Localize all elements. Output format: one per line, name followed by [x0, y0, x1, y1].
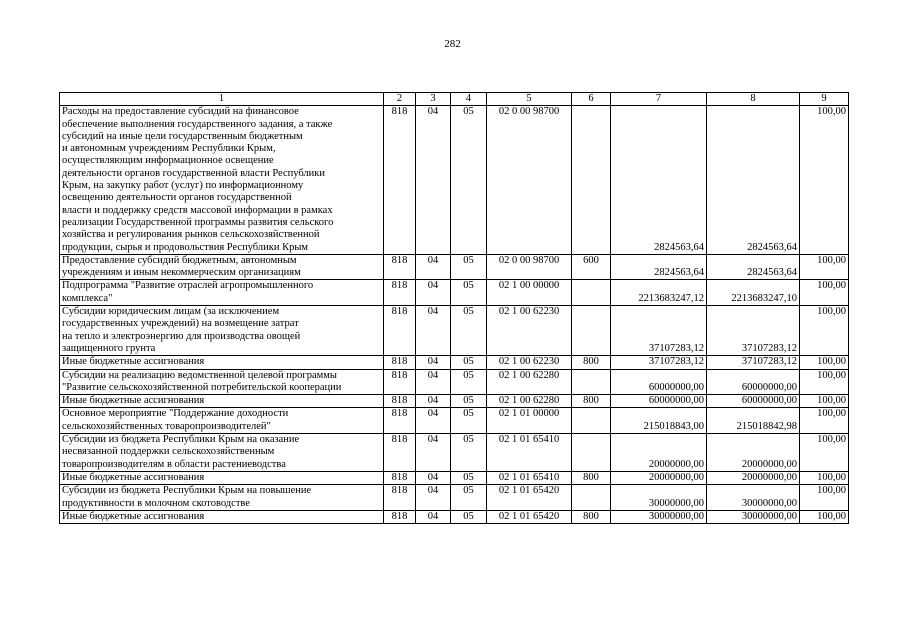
- target-article-cell: 02 1 01 65410: [487, 434, 572, 472]
- ministry-code-cell: 818: [384, 356, 416, 369]
- percent-cell: 100,00: [800, 408, 849, 434]
- ministry-code-cell: 818: [384, 471, 416, 484]
- percent-cell: 100,00: [800, 369, 849, 395]
- planned-amount-cell: 2824563,64: [611, 106, 707, 255]
- header-cell: 3: [416, 93, 451, 106]
- ministry-code-cell: 818: [384, 408, 416, 434]
- description-cell: Субсидии из бюджета Республики Крым на повышение продуктивности в молочном скотоводстве: [60, 485, 384, 511]
- page-number: 282: [444, 38, 461, 50]
- planned-amount-cell: 30000000,00: [611, 485, 707, 511]
- description-cell: Подпрограмма "Развитие отраслей агропромышленного комплекса": [60, 280, 384, 306]
- expense-type-cell: [572, 106, 611, 255]
- table-row: [60, 434, 849, 472]
- section-code-cell: 04: [416, 356, 451, 369]
- budget-table: [59, 92, 849, 524]
- planned-amount-cell: 60000000,00: [611, 395, 707, 408]
- target-article-cell: 02 1 00 00000: [487, 280, 572, 306]
- expense-type-cell: [572, 306, 611, 356]
- table-row: [60, 510, 849, 523]
- ministry-code-cell: 818: [384, 280, 416, 306]
- executed-amount-cell: 30000000,00: [707, 485, 800, 511]
- planned-amount-cell: 30000000,00: [611, 510, 707, 523]
- section-code-cell: 04: [416, 280, 451, 306]
- description-cell: Иные бюджетные ассигнования: [60, 395, 384, 408]
- ministry-code-cell: 818: [384, 485, 416, 511]
- subsection-code-cell: 05: [451, 306, 487, 356]
- header-cell: 4: [451, 93, 487, 106]
- expense-type-cell: 600: [572, 254, 611, 280]
- expense-type-cell: 800: [572, 395, 611, 408]
- expense-type-cell: [572, 408, 611, 434]
- ministry-code-cell: 818: [384, 434, 416, 472]
- header-cell: 2: [384, 93, 416, 106]
- target-article-cell: 02 1 01 65410: [487, 471, 572, 484]
- subsection-code-cell: 05: [451, 408, 487, 434]
- section-code-cell: 04: [416, 408, 451, 434]
- header-cell: 6: [572, 93, 611, 106]
- section-code-cell: 04: [416, 471, 451, 484]
- planned-amount-cell: 2213683247,12: [611, 280, 707, 306]
- section-code-cell: 04: [416, 254, 451, 280]
- ministry-code-cell: 818: [384, 254, 416, 280]
- section-code-cell: 04: [416, 485, 451, 511]
- table-row: [60, 485, 849, 511]
- subsection-code-cell: 05: [451, 254, 487, 280]
- table-row: [60, 369, 849, 395]
- planned-amount-cell: 37107283,12: [611, 356, 707, 369]
- expense-type-cell: 800: [572, 356, 611, 369]
- description-cell: Иные бюджетные ассигнования: [60, 510, 384, 523]
- table-row: [60, 280, 849, 306]
- expense-type-cell: [572, 280, 611, 306]
- target-article-cell: 02 0 00 98700: [487, 106, 572, 255]
- section-code-cell: 04: [416, 106, 451, 255]
- section-code-cell: 04: [416, 306, 451, 356]
- ministry-code-cell: 818: [384, 369, 416, 395]
- target-article-cell: 02 1 01 65420: [487, 510, 572, 523]
- percent-cell: 100,00: [800, 280, 849, 306]
- description-cell: Предоставление субсидий бюджетным, автономным учреждениям и иным некоммерческим организациям: [60, 254, 384, 280]
- planned-amount-cell: 20000000,00: [611, 471, 707, 484]
- executed-amount-cell: 2824563,64: [707, 106, 800, 255]
- planned-amount-cell: 20000000,00: [611, 434, 707, 472]
- percent-cell: 100,00: [800, 356, 849, 369]
- section-code-cell: 04: [416, 395, 451, 408]
- table-row: [60, 106, 849, 255]
- executed-amount-cell: 30000000,00: [707, 510, 800, 523]
- section-code-cell: 04: [416, 369, 451, 395]
- header-row: [60, 93, 849, 106]
- ministry-code-cell: 818: [384, 106, 416, 255]
- executed-amount-cell: 215018842,98: [707, 408, 800, 434]
- planned-amount-cell: 37107283,12: [611, 306, 707, 356]
- subsection-code-cell: 05: [451, 395, 487, 408]
- target-article-cell: 02 1 00 62230: [487, 306, 572, 356]
- subsection-code-cell: 05: [451, 434, 487, 472]
- table-row: [60, 471, 849, 484]
- expense-type-cell: 800: [572, 510, 611, 523]
- percent-cell: 100,00: [800, 471, 849, 484]
- header-cell: 7: [611, 93, 707, 106]
- subsection-code-cell: 05: [451, 369, 487, 395]
- target-article-cell: 02 1 00 62230: [487, 356, 572, 369]
- target-article-cell: 02 1 00 62280: [487, 369, 572, 395]
- percent-cell: 100,00: [800, 485, 849, 511]
- ministry-code-cell: 818: [384, 395, 416, 408]
- header-cell: 9: [800, 93, 849, 106]
- description-cell: Субсидии из бюджета Республики Крым на оказание несвязанной поддержки сельскохозяйственным товаропроизводителям в области растениеводства: [60, 434, 384, 472]
- executed-amount-cell: 20000000,00: [707, 434, 800, 472]
- header-cell: 1: [60, 93, 384, 106]
- percent-cell: 100,00: [800, 106, 849, 255]
- description-cell: Иные бюджетные ассигнования: [60, 356, 384, 369]
- executed-amount-cell: 20000000,00: [707, 471, 800, 484]
- ministry-code-cell: 818: [384, 306, 416, 356]
- expense-type-cell: [572, 369, 611, 395]
- planned-amount-cell: 215018843,00: [611, 408, 707, 434]
- executed-amount-cell: 60000000,00: [707, 369, 800, 395]
- planned-amount-cell: 2824563,64: [611, 254, 707, 280]
- subsection-code-cell: 05: [451, 356, 487, 369]
- target-article-cell: 02 1 01 65420: [487, 485, 572, 511]
- target-article-cell: 02 0 00 98700: [487, 254, 572, 280]
- percent-cell: 100,00: [800, 306, 849, 356]
- table-row: [60, 306, 849, 356]
- expense-type-cell: [572, 485, 611, 511]
- subsection-code-cell: 05: [451, 280, 487, 306]
- header-cell: 5: [487, 93, 572, 106]
- percent-cell: 100,00: [800, 395, 849, 408]
- ministry-code-cell: 818: [384, 510, 416, 523]
- description-cell: Иные бюджетные ассигнования: [60, 471, 384, 484]
- description-cell: Субсидии на реализацию ведомственной целевой программы "Развитие сельскохозяйственной потребительской кооперации: [60, 369, 384, 395]
- subsection-code-cell: 05: [451, 485, 487, 511]
- description-cell: Субсидии юридическим лицам (за исключением государственных учреждений) на возмещение затрат на тепло и электроэнергию для производства овощей защищенного грунта: [60, 306, 384, 356]
- percent-cell: 100,00: [800, 254, 849, 280]
- section-code-cell: 04: [416, 434, 451, 472]
- expense-type-cell: [572, 434, 611, 472]
- description-cell: Основное мероприятие "Поддержание доходности сельскохозяйственных товаропроизводителей": [60, 408, 384, 434]
- executed-amount-cell: 2213683247,10: [707, 280, 800, 306]
- header-cell: 8: [707, 93, 800, 106]
- table-row: [60, 408, 849, 434]
- subsection-code-cell: 05: [451, 510, 487, 523]
- percent-cell: 100,00: [800, 434, 849, 472]
- expense-type-cell: 800: [572, 471, 611, 484]
- target-article-cell: 02 1 00 62280: [487, 395, 572, 408]
- percent-cell: 100,00: [800, 510, 849, 523]
- table-row: [60, 356, 849, 369]
- description-cell: Расходы на предоставление субсидий на финансовое обеспечение выполнения государственного задания, а также субсидий на иные цели государственным бюджетным и автономным учреждениям Республики Крым, осуществляющим информационное освещение деятельности органов государственной власти Республики Крым, на закупку работ (услуг) по информационному освещению деятельности органов государственной власти и поддержку средств массовой информации в рамках реализации Государственной программы развития сельского хозяйства и регулирования рынков сельскохозяйственной продукции, сырья и продовольствия Республики Крым: [60, 106, 384, 255]
- subsection-code-cell: 05: [451, 106, 487, 255]
- subsection-code-cell: 05: [451, 471, 487, 484]
- section-code-cell: 04: [416, 510, 451, 523]
- table-row: [60, 254, 849, 280]
- planned-amount-cell: 60000000,00: [611, 369, 707, 395]
- table-row: [60, 395, 849, 408]
- executed-amount-cell: 2824563,64: [707, 254, 800, 280]
- executed-amount-cell: 37107283,12: [707, 356, 800, 369]
- executed-amount-cell: 37107283,12: [707, 306, 800, 356]
- target-article-cell: 02 1 01 00000: [487, 408, 572, 434]
- executed-amount-cell: 60000000,00: [707, 395, 800, 408]
